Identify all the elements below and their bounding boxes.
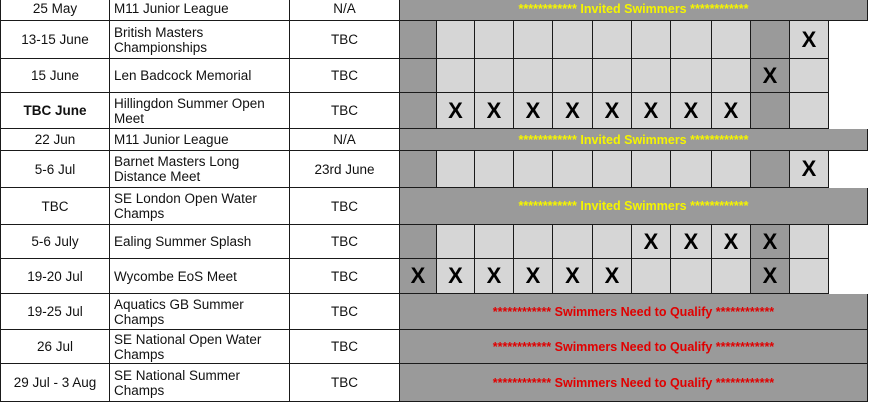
squad-entry-cell: [790, 59, 829, 93]
event-date-cell: 5-6 July: [0, 225, 110, 259]
event-name-cell: SE National Open Water Champs: [110, 330, 290, 364]
entry-mark: X: [801, 26, 817, 52]
squad-entry-cell: [553, 225, 593, 259]
squad-entry-cell: [514, 21, 553, 59]
squad-entry-cell: [671, 151, 712, 188]
squad-entry-cell: [514, 93, 553, 129]
event-date-cell: 26 Jul: [0, 330, 110, 364]
squad-entry-cell: [671, 59, 712, 93]
table-row: [0, 225, 868, 259]
table-row: [0, 151, 868, 188]
entry-mark: X: [410, 263, 426, 288]
squad-entry-cell: [553, 151, 593, 188]
entry-deadline-cell: TBC: [290, 364, 400, 402]
table-row: [0, 21, 868, 59]
table-row: [0, 330, 868, 364]
squad-entry-cell: [671, 93, 712, 129]
squad-entry-cell: [437, 151, 475, 188]
table-row: [0, 364, 868, 402]
event-name-cell: M11 Junior League: [110, 129, 290, 151]
entry-deadline-cell: N/A: [290, 0, 400, 21]
squad-entry-cell: [593, 21, 632, 59]
event-name-cell: Aquatics GB Summer Champs: [110, 294, 290, 330]
entry-mark: X: [486, 97, 502, 123]
entry-mark: X: [801, 156, 817, 181]
squad-entry-cell: [553, 59, 593, 93]
squad-entry-cell: [593, 225, 632, 259]
squad-entry-cell: [553, 93, 593, 129]
squad-entry-cell: [400, 21, 437, 59]
event-date-cell: 13-15 June: [0, 21, 110, 59]
entry-mark: X: [643, 228, 659, 254]
squad-entry-cell: [632, 59, 671, 93]
table-row: [0, 93, 868, 129]
entry-mark: X: [448, 263, 463, 288]
event-name-cell: M11 Junior League: [110, 0, 290, 21]
event-date-cell: 22 Jun: [0, 129, 110, 151]
event-date-cell: 19-25 Jul: [0, 294, 110, 330]
squad-entry-cell: [790, 21, 829, 59]
entry-mark: X: [525, 97, 541, 123]
entry-deadline-cell: TBC: [290, 330, 400, 364]
squad-entry-cell: [790, 225, 829, 259]
squad-entry-cell: [475, 151, 514, 188]
swimmers-notice-banner: ************ Invited Swimmers ************: [400, 0, 868, 21]
event-name-cell: Ealing Summer Splash: [110, 225, 290, 259]
entry-mark: X: [762, 228, 778, 254]
swimmers-notice-banner: ************ Swimmers Need to Qualify ************: [400, 364, 868, 402]
squad-entry-cell: [437, 93, 475, 129]
squad-entry-cell: [671, 259, 712, 294]
entry-mark: X: [565, 263, 580, 288]
squad-entry-cell: [514, 59, 553, 93]
swimmers-notice-banner: ************ Swimmers Need to Qualify ************: [400, 294, 868, 330]
table-row: [0, 59, 868, 93]
swimmers-notice-banner: ************ Swimmers Need to Qualify ************: [400, 330, 868, 364]
squad-entry-cell: [671, 21, 712, 59]
event-date-cell: 15 June: [0, 59, 110, 93]
squad-entry-cell: [751, 259, 790, 294]
table-row: [0, 0, 868, 21]
table-row: [0, 294, 868, 330]
squad-entry-cell: [712, 21, 751, 59]
event-name-cell: British Masters Championships: [110, 21, 290, 59]
squad-entry-cell: [671, 225, 712, 259]
event-name-cell: Barnet Masters Long Distance Meet: [110, 151, 290, 188]
event-name-cell: Hillingdon Summer Open Meet: [110, 93, 290, 129]
squad-entry-cell: [712, 151, 751, 188]
squad-entry-cell: [751, 225, 790, 259]
entry-deadline-cell: TBC: [290, 21, 400, 59]
entry-deadline-cell: TBC: [290, 259, 400, 294]
entry-deadline-cell: N/A: [290, 129, 400, 151]
entry-mark: X: [448, 97, 463, 123]
entry-mark: X: [723, 97, 739, 123]
squad-entry-cell: [437, 259, 475, 294]
squad-entry-cell: [790, 151, 829, 188]
squad-entry-cell: [632, 21, 671, 59]
squad-entry-cell: [751, 21, 790, 59]
squad-entry-cell: [593, 151, 632, 188]
entry-deadline-cell: 23rd June: [290, 151, 400, 188]
squad-entry-cell: [514, 225, 553, 259]
squad-entry-cell: [437, 21, 475, 59]
entry-mark: X: [565, 97, 580, 123]
squad-entry-cell: [790, 259, 829, 294]
event-date-cell: 25 May: [0, 0, 110, 21]
squad-entry-cell: [632, 93, 671, 129]
squad-entry-cell: [437, 225, 475, 259]
squad-entry-cell: [712, 225, 751, 259]
squad-entry-cell: [475, 59, 514, 93]
event-name-cell: Len Badcock Memorial: [110, 59, 290, 93]
entry-deadline-cell: TBC: [290, 59, 400, 93]
squad-entry-cell: [400, 259, 437, 294]
squad-entry-cell: [475, 225, 514, 259]
squad-entry-cell: [400, 151, 437, 188]
entry-deadline-cell: TBC: [290, 294, 400, 330]
squad-entry-cell: [553, 259, 593, 294]
event-date-cell: 5-6 Jul: [0, 151, 110, 188]
entry-deadline-cell: TBC: [290, 188, 400, 225]
entry-deadline-cell: TBC: [290, 93, 400, 129]
table-row: [0, 259, 868, 294]
squad-entry-cell: [751, 93, 790, 129]
event-date-cell: 19-20 Jul: [0, 259, 110, 294]
squad-entry-cell: [475, 21, 514, 59]
entry-mark: X: [683, 97, 699, 123]
squad-entry-cell: [751, 151, 790, 188]
squad-entry-cell: [400, 59, 437, 93]
entry-mark: X: [604, 263, 620, 288]
squad-entry-cell: [712, 93, 751, 129]
swimmers-notice-banner: ************ Invited Swimmers ************: [400, 188, 868, 225]
squad-entry-cell: [790, 93, 829, 129]
event-name-cell: Wycombe EoS Meet: [110, 259, 290, 294]
squad-entry-cell: [632, 259, 671, 294]
entry-mark: X: [683, 228, 699, 254]
entry-deadline-cell: TBC: [290, 225, 400, 259]
squad-entry-cell: [751, 59, 790, 93]
squad-entry-cell: [593, 259, 632, 294]
squad-entry-cell: [553, 21, 593, 59]
swimmers-notice-banner: ************ Invited Swimmers ************: [400, 129, 868, 151]
table-row: [0, 188, 868, 225]
entry-mark: X: [762, 263, 778, 288]
squad-entry-cell: [437, 59, 475, 93]
squad-entry-cell: [593, 93, 632, 129]
squad-entry-cell: [475, 93, 514, 129]
entry-mark: X: [762, 62, 778, 88]
event-name-cell: SE National Summer Champs: [110, 364, 290, 402]
entry-mark: X: [723, 228, 739, 254]
squad-entry-cell: [712, 59, 751, 93]
entry-mark: X: [643, 97, 659, 123]
entry-mark: X: [604, 97, 620, 123]
squad-entry-cell: [632, 151, 671, 188]
squad-entry-cell: [593, 59, 632, 93]
squad-entry-cell: [400, 93, 437, 129]
squad-entry-cell: [400, 225, 437, 259]
table-row: [0, 129, 868, 151]
event-name-cell: SE London Open Water Champs: [110, 188, 290, 225]
event-date-cell: TBC June: [0, 93, 110, 129]
squad-entry-cell: [712, 259, 751, 294]
squad-entry-cell: [514, 151, 553, 188]
squad-entry-cell: [475, 259, 514, 294]
event-date-cell: 29 Jul - 3 Aug: [0, 364, 110, 402]
squad-entry-cell: [514, 259, 553, 294]
entry-mark: X: [486, 263, 502, 288]
squad-entry-cell: [632, 225, 671, 259]
entry-mark: X: [525, 263, 541, 288]
event-date-cell: TBC: [0, 188, 110, 225]
